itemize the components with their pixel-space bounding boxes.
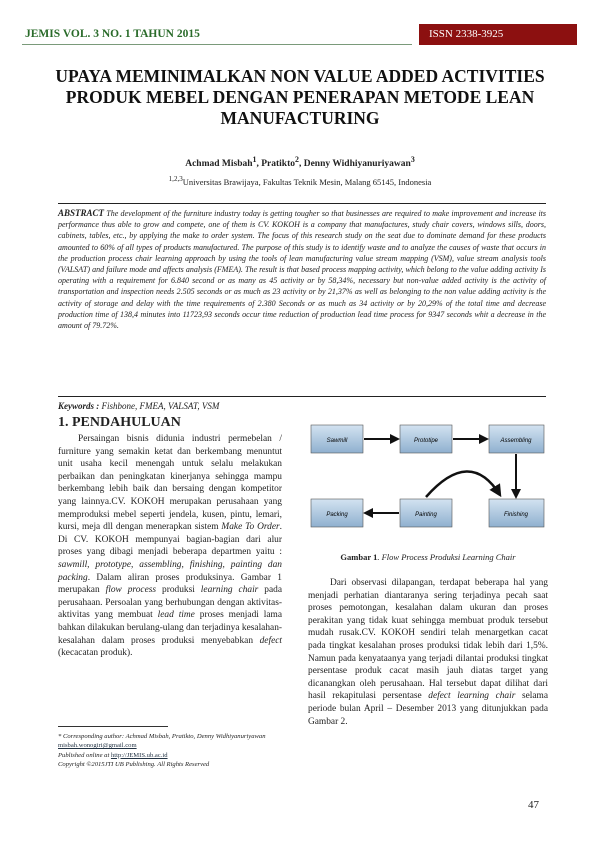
col1-run: sawmill, prototype, assembling, finishing, painting dan packing <box>58 559 282 583</box>
keywords-text: Fishbone, FMEA, VALSAT, VSM <box>101 401 220 411</box>
col1-run: . Di CV. KOKOH mempunyai bagian-bagian dari alur proses yang dibagi menjadi beberapa departmen yaitu : <box>58 522 282 558</box>
footnote-email[interactable]: misbah.wonogiri@gmail.com <box>58 742 137 750</box>
figure-caption-text: . Flow Process Produksi Learning Chair <box>377 552 516 562</box>
abstract-label: ABSTRACT <box>58 208 105 218</box>
col1-run: learning chair <box>200 585 259 596</box>
column-2-paragraph <box>308 577 548 728</box>
box-packing-label: Packing <box>326 512 348 518</box>
col2-run: selama periode bulan April – Desember 2013 yang ditunjukkan pada Gambar 2. <box>308 691 548 727</box>
col1-run: lead time <box>157 610 195 621</box>
author-2: Pratikto <box>261 159 296 170</box>
section-heading: 1. PENDAHULUAN <box>58 415 181 430</box>
box-painting <box>400 499 452 527</box>
author-sep: , <box>256 159 262 170</box>
box-painting-label: Painting <box>415 512 437 518</box>
col1-run: . Dalam aliran proses produksinya. Gambar 1 merupakan <box>58 572 282 596</box>
footnote-copyright: Copyright ©2015JTI UB Publishing. All Rights Reserved <box>58 761 210 769</box>
col1-run: defect <box>259 635 282 646</box>
box-assembling <box>489 425 544 453</box>
col1-run: Make To Order <box>221 522 280 533</box>
affiliation-sup: 1,2,3 <box>168 175 183 183</box>
box-prototipe <box>400 425 452 453</box>
box-sawmill-label: Sawmill <box>326 438 348 444</box>
abstract-text: The development of the furniture industry today is getting tougher so that businesses are required to make improvement and increase its performance thus able to grow and compete, one of them is CV. KOKOH is a company that manufactures, study chair covers, windows sills, doors, cabinets, tables, etc., by applying the make to order system. The focus of this research study on the seat due to dominate demand for these products amounted to 60% of all types of products manufactured. The purpose of this study is to identify waste and to analyze the causes of waste that occurs in the production process chair learning approach by using the tools of lean manufacturing value stream mapping (VSM), value stream analysis tools (VALSAT) and failure mode and affects analysis (FMEA). The result is that based process mapping activity, which belong to the value adding activity Is operating with a requirement for 6.840 second or as many as 45 activity or by 58,34%, necessary but non-value added activity is the activity of transportation and inspection needs 2.505 seconds or as much as 23 activity or by 21,37% as well as belonging to the non value adding activity is the activity of storage and delay with the time requirements of 2.380 Seconds or as much as 34 activity or by 20,29% of the total time and decrease production time of 138,4 minutes into 11723,93 seconds occur time reduction of production lead time process for 9347 seconds whit a decrease in the amount of 79.72%. <box>58 209 547 331</box>
keywords-label: Keywords : <box>58 401 100 411</box>
author-1: Achmad Misbah <box>185 159 253 170</box>
footnote <box>58 732 284 770</box>
col1-run: (kecacatan produk). <box>58 648 133 659</box>
author-1-sup: 1 <box>252 155 257 164</box>
abstract <box>58 208 546 331</box>
box-finishing-label: Finishing <box>503 512 529 518</box>
box-prototipe-label: Prototipe <box>413 438 439 444</box>
author-list <box>40 155 560 169</box>
author-3-sup: 3 <box>410 155 415 164</box>
footnote-author: * Corresponding author: Achmad Misbah, Pratikto, Denny Widhiyanuriyawan <box>58 733 266 740</box>
box-finishing <box>489 499 544 527</box>
col1-run: produksi <box>156 585 201 596</box>
box-packing <box>311 499 363 527</box>
author-3: Denny Widhiyanuriyawan <box>303 159 411 170</box>
figure-caption-label: Gambar 1 <box>340 552 378 562</box>
col1-run: pada perusahaan. Persoalan yang berhubungan dengan aktivitas-aktivitas yang membuat <box>58 585 282 621</box>
affiliation <box>40 175 560 187</box>
col1-run: Persaingan bisnis didunia industri permebelan / furniture yang semakin ketat dan berkembang menuntut unit usaha kecil menengah untuk selalu melakukan perbaikan dan peningkatan kinerjanya sehingga mampu berkembang lebih baik dan bersaing dengan kompetitor yang lainnya.CV. KOKOH merupakan perusahaan yang memproduksi mebel seperti jendela, kusen, pintu, lemari, kursi, meja dll dengan menerapkan sistem <box>58 434 282 533</box>
page-number: 47 <box>528 799 539 811</box>
footnote-link[interactable]: http://JEMIS.ub.ac.id <box>110 751 168 759</box>
box-sawmill <box>311 425 363 453</box>
affiliation-text: Universitas Brawijaya, Fakultas Teknik Mesin, Malang 65145, Indonesia <box>182 176 432 187</box>
author-2-sup: 2 <box>295 155 299 164</box>
paper-title: UPAYA MEMINIMALKAN NON VALUE ADDED ACTIVITIES PRODUK MEBEL DENGAN PENERAPAN METODE LEAN MANUFACTURING <box>55 66 545 128</box>
keywords <box>58 401 546 411</box>
col1-run: proses menjadi lama bahkan dilakukan berulang-ulang dan terjadinya kesalahan-kesalahan dalam proses produksi menyebabkan <box>58 610 282 646</box>
col2-run: Dari observasi dilapangan, terdapat beberapa hal yang menjadi perhatian diantaranya sering terjadinya pecah saat proses pemotongan, kesalahan dalam ukuran dan proses perakitan yang tidak kuat sehingga membuat produk tersebut mudah rusak.CV. KOKOH sendiri telah menargetkan cacat pada tingkat kesalahan proses produksi tidak lebih dari 1,5%. Namun pada kenyataanya yang terjadi dilantai produksi tingkat persentase produk cacat masih jauh diatas target yang dicanangkan oleh perusahaan. Hal tersebut dapat dilihat dari hasil rekapitulasi persentase <box>308 578 548 702</box>
column-1-paragraph <box>58 433 282 660</box>
abstract-top-rule <box>58 203 546 204</box>
footnote-published-prefix: Published online at <box>58 751 111 759</box>
journal-header <box>22 24 577 45</box>
footnote-published <box>58 751 284 760</box>
footnote-rule <box>58 726 168 727</box>
col2-run: defect learning chair <box>428 691 516 702</box>
author-sep: , <box>298 159 304 170</box>
abstract-bottom-rule <box>58 396 546 397</box>
figure-caption <box>308 552 548 562</box>
box-assembling-label: Assembling <box>500 438 532 444</box>
journal-name: JEMIS VOL. 3 NO. 1 TAHUN 2015 <box>22 24 412 45</box>
flow-process-figure <box>305 417 550 545</box>
arrow-painting-finishing <box>426 471 500 497</box>
col1-run: flow process <box>105 585 157 596</box>
issn-badge: ISSN 2338-3925 <box>419 24 577 45</box>
